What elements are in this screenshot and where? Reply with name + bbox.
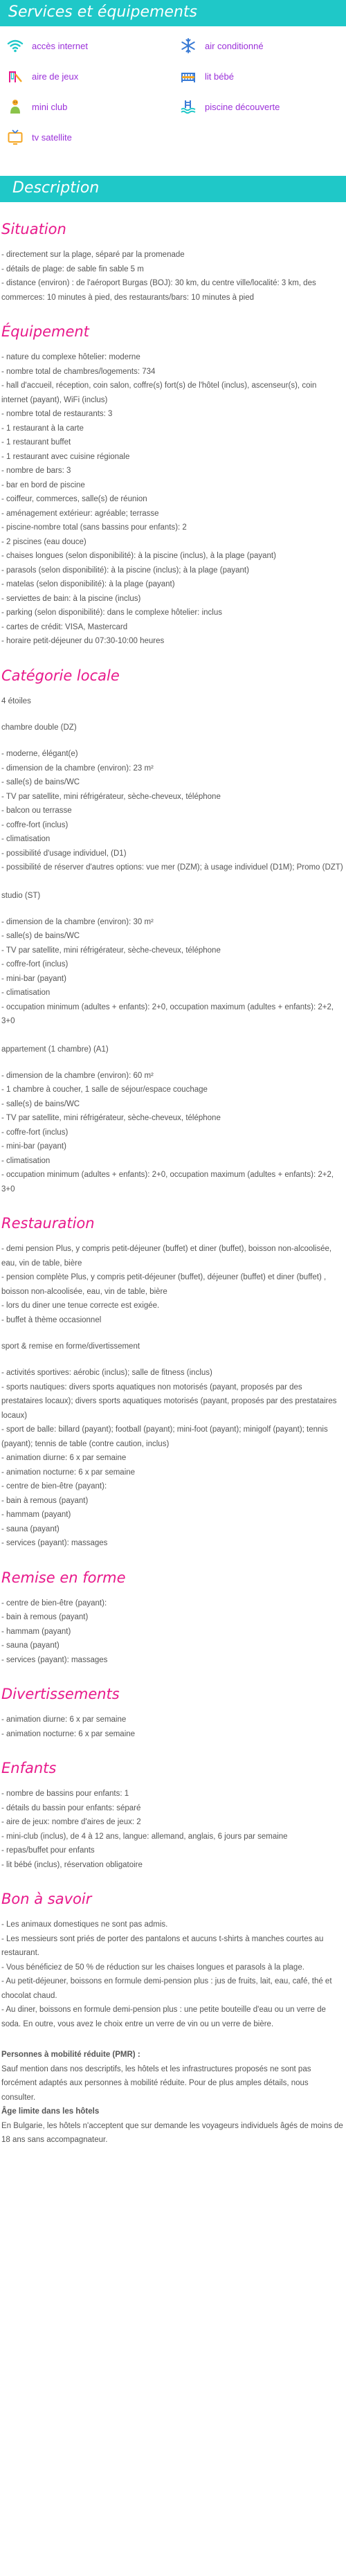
list-item: - nombre total de restaurants: 3 <box>1 410 113 418</box>
description-title: Description <box>12 179 100 197</box>
list-item: - TV par satellite, mini réfrigérateur, sèche-cheveux, téléphone <box>1 1114 221 1122</box>
remise-list <box>1 1596 345 1668</box>
list-item: - possibilité de réserver d'autres options: vue mer (DZM); à usage individuel (D1M); Promo (DZT) <box>1 863 343 872</box>
list-item: - sport de balle: billard (payant); football (payant); mini-foot (payant); minigolf (payant); tennis (payant); tennis de table (contre caution, inclus) <box>1 1425 328 1448</box>
room-st <box>1 892 345 1029</box>
room-name: chambre double (DZ) <box>1 723 77 732</box>
categorie-stars <box>1 694 345 709</box>
list-item: - serviettes de bain: à la piscine (inclus) <box>1 594 141 603</box>
divertissements-list <box>1 1713 345 1741</box>
list-item: - 1 restaurant à la carte <box>1 424 84 433</box>
list-item: - possibilité d'usage individuel, (D1) <box>1 849 127 858</box>
list-item: - Au diner, boissons en formule demi-pension plus : une petite bouteille d'eau ou un verre de soda. En outre, vous avez le choix entre un verre de vin ou un verre de bière. <box>1 2006 326 2028</box>
list-item: - aire de jeux: nombre d'aires de jeux: 2 <box>1 1818 141 1826</box>
list-item: - centre de bien-être (payant): <box>1 1598 107 1607</box>
description-header <box>0 176 346 202</box>
list-item: - lors du diner une tenue correcte est exigée. <box>1 1301 160 1310</box>
pool-icon <box>180 98 197 115</box>
list-item: - 1 restaurant avec cuisine régionale <box>1 452 130 461</box>
list-item: - mini-bar (payant) <box>1 1142 66 1151</box>
list-item: - coffre-fort (inclus) <box>1 820 69 829</box>
list-item: - lit bébé (inclus), réservation obligatoire <box>1 1860 143 1869</box>
equipment-playground <box>0 61 173 91</box>
list-item: - sports nautiques: divers sports aquatiques non motorisés (payant, proposés par des prestataires locaux); divers sports aquatiques motorisés (payant, proposés par des prestataires locaux) <box>1 1382 337 1420</box>
equipment-label: piscine découverte <box>205 101 280 112</box>
room-a1 <box>1 1045 345 1197</box>
list-item: - climatisation <box>1 989 51 997</box>
list-item: - demi pension Plus, y compris petit-déjeuner (buffet) et diner (buffet), boisson non-alcoolisée, eau, vin de table, bière <box>1 1245 332 1268</box>
list-item: - climatisation <box>1 1156 51 1165</box>
equipment-label: accès internet <box>32 40 88 51</box>
list-item: - Au petit-déjeuner, boissons en formule demi-pension plus : jus de fruits, lait, eau, café, thé et chocolat chaud. <box>1 1977 332 2000</box>
list-item: - salle(s) de bains/WC <box>1 778 80 786</box>
list-item: - dimension de la chambre (environ): 23 m² <box>1 764 154 773</box>
list-item: - 2 piscines (eau douce) <box>1 537 86 546</box>
list-item: - sauna (payant) <box>1 1641 60 1650</box>
categorie-title: Catégorie locale <box>1 667 120 684</box>
list-item: - services (payant): massages <box>1 1539 108 1547</box>
list-item: - activités sportives: aérobic (inclus); salle de fitness (inclus) <box>1 1369 212 1377</box>
equipment-pool <box>173 91 346 122</box>
situation-title: Situation <box>1 221 66 237</box>
list-item: - salle(s) de bains/WC <box>1 1099 80 1108</box>
equipment-crib <box>173 61 346 91</box>
list-item: - nombre de bars: 3 <box>1 467 71 475</box>
list-item: - nombre de bassins pour enfants: 1 <box>1 1790 129 1798</box>
list-item: - occupation minimum (adultes + enfants): 2+0, occupation maximum (adultes + enfants): 2+2, 3+0 <box>1 1002 334 1025</box>
list-item: - parasols (selon disponibilité): à la piscine (inclus); à la plage (payant) <box>1 566 249 575</box>
list-item: - repas/buffet pour enfants <box>1 1846 95 1855</box>
list-item: - nombre total de chambres/logements: 734 <box>1 367 156 376</box>
list-item: - balcon ou terrasse <box>1 807 72 815</box>
list-item: - moderne, élégant(e) <box>1 750 78 758</box>
remise-title: Remise en forme <box>1 1569 126 1586</box>
list-item: - Les animaux domestiques ne sont pas admis. <box>1 1920 168 1929</box>
equipment-internet <box>0 30 173 61</box>
list-item: - services (payant): massages <box>1 1655 108 1664</box>
pmr-text: Sauf mention dans nos descriptifs, les hôtels et les infrastructures proposés ne sont pas forcément adaptés aux personnes à mobilité réduite. Pour de plus amples détails, nous consulter. <box>1 2064 311 2102</box>
restauration-title: Restauration <box>1 1215 95 1232</box>
divertissements-title: Divertissements <box>1 1686 120 1702</box>
list-item: - occupation minimum (adultes + enfants): 2+0, occupation maximum (adultes + enfants): 2+2, 3+0 <box>1 1171 334 1194</box>
list-item: - centre de bien-être (payant): <box>1 1482 107 1490</box>
wifi-icon <box>7 37 24 54</box>
list-item: - animation nocturne: 6 x par semaine <box>1 1729 136 1738</box>
crib-icon <box>180 68 197 84</box>
equipment-label: aire de jeux <box>32 71 79 82</box>
list-item: - coiffeur, commerces, salle(s) de réunion <box>1 495 147 503</box>
enfants-list <box>1 1787 345 1872</box>
description-content <box>0 220 346 2147</box>
list-item: - TV par satellite, mini réfrigérateur, sèche-cheveux, téléphone <box>1 792 221 801</box>
bon-a-savoir-list <box>1 1918 345 2031</box>
list-item: - dimension de la chambre (environ): 60 m² <box>1 1071 154 1080</box>
age-limit-title: Âge limite dans les hôtels <box>1 2107 100 2116</box>
list-item: - TV par satellite, mini réfrigérateur, sèche-cheveux, téléphone <box>1 946 221 955</box>
list-item: - matelas (selon disponibilité): à la plage (payant) <box>1 580 175 588</box>
snowflake-icon <box>180 37 197 54</box>
list-item: - Vous bénéficiez de 50 % de réduction sur les chaises longues et parasols à la plage. <box>1 1963 304 1972</box>
list-item: - animation diurne: 6 x par semaine <box>1 1454 127 1462</box>
room-name: appartement (1 chambre) (A1) <box>1 1045 109 1054</box>
list-item: - animation nocturne: 6 x par semaine <box>1 1468 136 1477</box>
sport-list <box>1 1366 345 1551</box>
services-header <box>0 0 346 26</box>
list-item: - 1 chambre à coucher, 1 salle de séjour/espace couchage <box>1 1086 208 1094</box>
list-item: - cartes de crédit: VISA, Mastercard <box>1 622 128 631</box>
equipment-label: mini club <box>32 101 68 112</box>
star-rating: 4 étoiles <box>1 696 31 705</box>
pmr-block <box>1 2048 345 2147</box>
room-name: studio (ST) <box>1 891 41 900</box>
services-title: Services et équipements <box>8 3 197 21</box>
enfants-title: Enfants <box>1 1760 57 1776</box>
list-item: - chaises longues (selon disponibilité): à la piscine (inclus), à la plage (payant) <box>1 552 276 560</box>
list-item: - parking (selon disponibilité): dans le complexe hôtelier: inclus <box>1 609 222 617</box>
pmr-title: Personnes à mobilité réduite (PMR) : <box>1 2051 140 2059</box>
list-item: - climatisation <box>1 835 51 843</box>
list-item: - buffet à thème occasionnel <box>1 1315 102 1324</box>
playground-icon <box>7 68 24 84</box>
list-item: - hall d'accueil, réception, coin salon, coffre(s) fort(s) de l'hôtel (inclus), ascenseur(s), coin internet (payant), WiFi (inclus) <box>1 381 317 404</box>
equipment-tv <box>0 122 173 152</box>
list-item: - aménagement extérieur: agréable; terrasse <box>1 509 159 518</box>
list-item: - hammam (payant) <box>1 1627 71 1636</box>
list-item: - sauna (payant) <box>1 1524 60 1533</box>
sport-subtitle: sport & remise en forme/divertissement <box>1 1342 140 1351</box>
equipement-list <box>1 350 345 649</box>
list-item: - nature du complexe hôtelier: moderne <box>1 353 140 361</box>
list-item: - coffre-fort (inclus) <box>1 960 69 969</box>
kids-club-icon <box>7 98 24 115</box>
list-item: - mini-club (inclus), de 4 à 12 ans, langue: allemand, anglais, 6 jours par semaine <box>1 1832 288 1841</box>
bon-a-savoir-title: Bon à savoir <box>1 1891 92 1907</box>
room-dz <box>1 723 345 875</box>
equipment-label: lit bébé <box>205 71 234 82</box>
list-item: - distance (environ) : de l'aéroport Burgas (BOJ): 30 km, du centre ville/localité: 3 km, des commerces: 10 minutes à pied, des restaurants/bars: 10 minutes à pied <box>1 279 316 302</box>
list-item: - pension complète Plus, y compris petit-déjeuner (buffet), déjeuner (buffet) et diner (buffet) , boisson non-alcoolisée, eau, vin de table, bière <box>1 1273 327 1296</box>
list-item: - directement sur la plage, séparé par la promenade <box>1 251 185 259</box>
list-item: - bain à remous (payant) <box>1 1613 89 1621</box>
list-item: - bar en bord de piscine <box>1 480 85 489</box>
list-item: - mini-bar (payant) <box>1 974 66 983</box>
list-item: - détails du bassin pour enfants: séparé <box>1 1803 141 1812</box>
list-item: - coffre-fort (inclus) <box>1 1128 69 1137</box>
equipment-label: air conditionné <box>205 40 264 51</box>
equipement-title: Équipement <box>1 323 89 340</box>
equipment-mini-club <box>0 91 173 122</box>
list-item: - détails de plage: de sable fin sable 5 m <box>1 264 144 273</box>
equipment-label: tv satellite <box>32 132 72 143</box>
restauration-list <box>1 1242 345 1327</box>
list-item: - bain à remous (payant) <box>1 1496 89 1505</box>
list-item: - dimension de la chambre (environ): 30 m² <box>1 917 154 926</box>
equipment-aircon <box>173 30 346 61</box>
age-limit-text: En Bulgarie, les hôtels n'acceptent que sur demande les voyageurs individuels âgés de moins de 18 ans sans accompagnateur. <box>1 2121 343 2144</box>
list-item: - animation diurne: 6 x par semaine <box>1 1715 127 1724</box>
tv-icon <box>7 129 24 145</box>
list-item: - horaire petit-déjeuner du 07:30-10:00 heures <box>1 637 165 645</box>
equipment-grid <box>0 26 346 155</box>
list-item: - piscine-nombre total (sans bassins pour enfants): 2 <box>1 523 187 532</box>
situation-list <box>1 248 345 305</box>
list-item: - hammam (payant) <box>1 1511 71 1519</box>
list-item: - salle(s) de bains/WC <box>1 932 80 940</box>
list-item: - Les messieurs sont priés de porter des pantalons et aucuns t-shirts à manches courtes au restaurant. <box>1 1934 324 1957</box>
list-item: - 1 restaurant buffet <box>1 438 71 447</box>
